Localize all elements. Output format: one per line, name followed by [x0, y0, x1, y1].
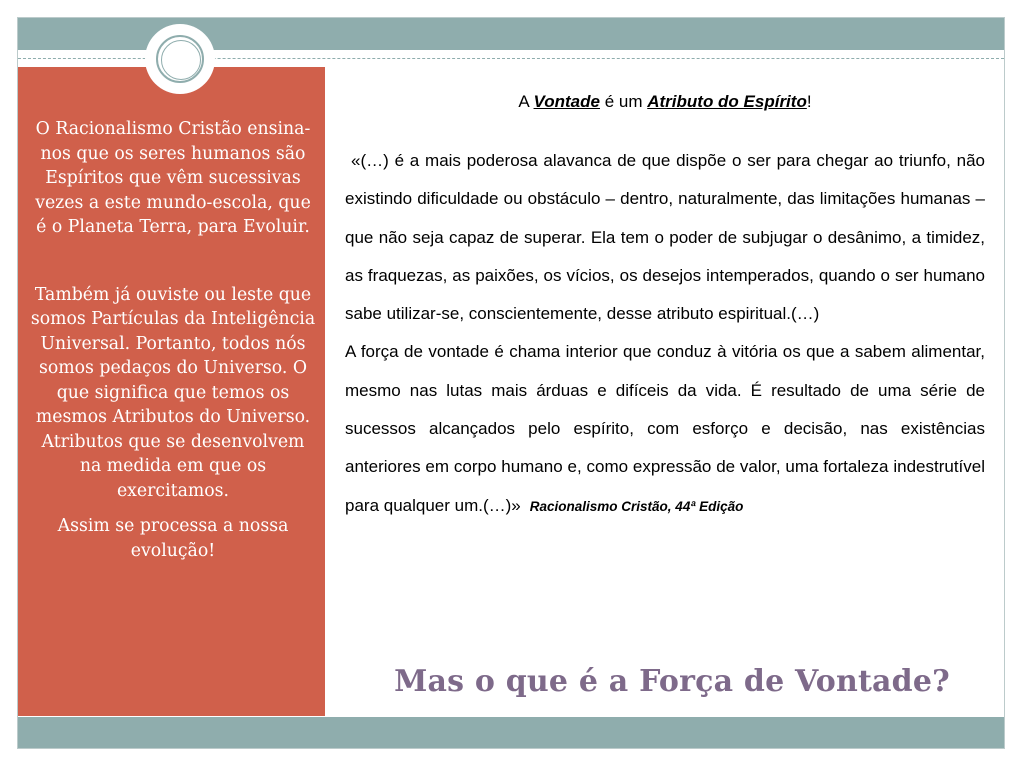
heading-term: Vontade — [533, 92, 600, 111]
left-panel-text — [30, 117, 316, 563]
content-heading — [345, 90, 985, 114]
bottom-band — [18, 717, 1004, 748]
quote-source: Racionalismo Cristão, 44ª Edição — [529, 498, 744, 514]
quote-text-2: A força de vontade é chama interior que conduz à vitória os que a sabem alimentar, mesmo nas lutas mais árduas e difíceis da vida. É resultado de uma série de sucessos alcançados pelo espírito, com esforço e decisão, nas existências anteriores em corpo humano e, como expressão de valor, uma fortaleza indestrutível para qualquer um.(…)» — [345, 342, 985, 515]
heading-middle: é um — [599, 92, 648, 111]
slide-title: Mas o que é a Força de Vontade? — [394, 664, 950, 699]
left-paragraph-2: Também já ouviste ou leste que somos Partículas da Inteligência Universal. Portanto, todos nós somos pedaços do Universo. O que significa que temos os mesmos Atributos do Universo. Atributos que se desenvolvem na medida em que os exercitamos. — [30, 284, 316, 501]
left-paragraph-3: Assim se processa a nossa evolução! — [57, 516, 289, 561]
quote-paragraph-2 — [345, 333, 985, 525]
main-content — [345, 90, 985, 526]
heading-prefix: A — [518, 92, 534, 111]
heading-suffix: ! — [806, 92, 812, 111]
quote-text-1: «(…) é a mais poderosa alavanca de que dispõe o ser para chegar ao triunfo, não existindo dificuldade ou obstáculo – dentro, naturalmente, das limitações humanas – que não seja capaz de superar. Ela tem o poder de subjugar o desânimo, a timidez, as fraquezas, as paixões, os vícios, os desejos intemperados, quando o ser humano sabe utilizar-se, conscientemente, desse atributo espiritual.(…) — [345, 151, 985, 324]
left-paragraph-1: O Racionalismo Cristão ensina-nos que os seres humanos são Espíritos que vêm sucessivas vezes a este mundo-escola, que é o Planeta Terra, para Evoluir. — [35, 119, 311, 237]
heading-attribute: Atributo do Espírito — [647, 92, 807, 111]
circle-medallion-icon — [145, 24, 215, 94]
quote-paragraph-1 — [345, 142, 985, 333]
medallion-inner-ring — [161, 40, 201, 80]
